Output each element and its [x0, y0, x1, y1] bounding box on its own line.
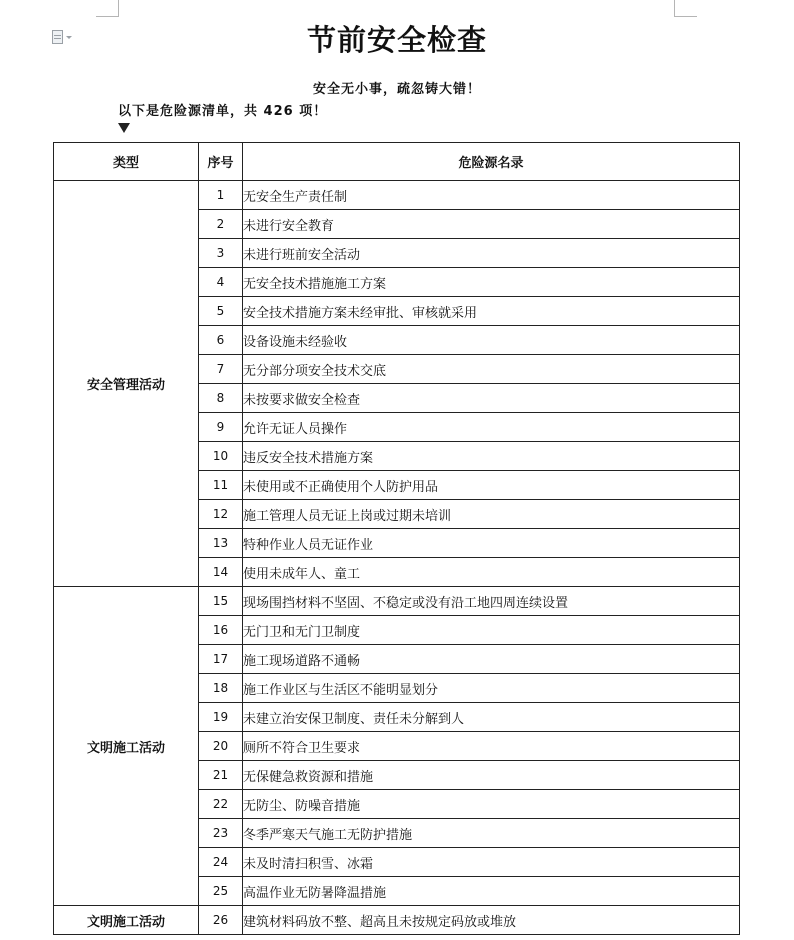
number-cell: 13 — [199, 529, 243, 558]
hazard-name-cell: 冬季严寒天气施工无防护措施 — [243, 819, 740, 848]
number-cell: 18 — [199, 674, 243, 703]
number-cell: 14 — [199, 558, 243, 587]
hazard-name-cell: 厕所不符合卫生要求 — [243, 732, 740, 761]
hazard-name-cell: 施工作业区与生活区不能明显划分 — [243, 674, 740, 703]
hazard-name-cell: 违反安全技术措施方案 — [243, 442, 740, 471]
hazard-name-cell: 高温作业无防暑降温措施 — [243, 877, 740, 906]
table-row — [54, 181, 740, 210]
category-cell: 安全管理活动 — [54, 181, 199, 587]
hazard-name-cell: 无防尘、防噪音措施 — [243, 790, 740, 819]
hazard-name-cell: 施工现场道路不通畅 — [243, 645, 740, 674]
hazard-name-cell: 未及时清扫积雪、冰霜 — [243, 848, 740, 877]
number-cell: 25 — [199, 877, 243, 906]
number-cell: 1 — [199, 181, 243, 210]
header-number: 序号 — [199, 143, 243, 181]
intro-text: 以下是危险源清单，共 426 项！ — [118, 104, 328, 119]
hazard-name-cell: 施工管理人员无证上岗或过期未培训 — [243, 500, 740, 529]
document-title: 节前安全检查 — [306, 23, 487, 57]
number-cell: 11 — [199, 471, 243, 500]
hazard-name-cell: 未进行班前安全活动 — [243, 239, 740, 268]
number-cell: 4 — [199, 268, 243, 297]
hazard-name-cell: 建筑材料码放不整、超高且未按规定码放或堆放 — [243, 906, 740, 935]
hazard-name-cell: 设备设施未经验收 — [243, 326, 740, 355]
hazard-name-cell: 无分部分项安全技术交底 — [243, 355, 740, 384]
number-cell: 6 — [199, 326, 243, 355]
hazard-name-cell: 允许无证人员操作 — [243, 413, 740, 442]
hazard-name-cell: 无门卫和无门卫制度 — [243, 616, 740, 645]
number-cell: 5 — [199, 297, 243, 326]
number-cell: 7 — [199, 355, 243, 384]
document-subtitle: 安全无小事，疏忽铸大错！ — [312, 82, 481, 97]
table-header-row — [54, 143, 740, 181]
category-cell: 文明施工活动 — [54, 906, 199, 935]
table-row — [54, 587, 740, 616]
table-row — [54, 906, 740, 935]
page-corner-mark-right — [674, 0, 697, 17]
header-type: 类型 — [54, 143, 199, 181]
number-cell: 23 — [199, 819, 243, 848]
number-cell: 9 — [199, 413, 243, 442]
number-cell: 19 — [199, 703, 243, 732]
hazard-name-cell: 无安全生产责任制 — [243, 181, 740, 210]
number-cell: 12 — [199, 500, 243, 529]
number-cell: 21 — [199, 761, 243, 790]
number-cell: 8 — [199, 384, 243, 413]
number-cell: 3 — [199, 239, 243, 268]
page-corner-mark-left — [96, 0, 119, 17]
number-cell: 20 — [199, 732, 243, 761]
hazard-name-cell: 未使用或不正确使用个人防护用品 — [243, 471, 740, 500]
hazard-name-cell: 未按要求做安全检查 — [243, 384, 740, 413]
header-name: 危险源名录 — [243, 143, 740, 181]
number-cell: 2 — [199, 210, 243, 239]
number-cell: 10 — [199, 442, 243, 471]
hazard-name-cell: 安全技术措施方案未经审批、审核就采用 — [243, 297, 740, 326]
number-cell: 16 — [199, 616, 243, 645]
hazard-table — [53, 142, 740, 935]
category-cell: 文明施工活动 — [54, 587, 199, 906]
number-cell: 15 — [199, 587, 243, 616]
down-triangle-icon — [118, 123, 130, 133]
hazard-name-cell: 使用未成年人、童工 — [243, 558, 740, 587]
table-body — [54, 181, 740, 935]
number-cell: 26 — [199, 906, 243, 935]
number-cell: 17 — [199, 645, 243, 674]
number-cell: 22 — [199, 790, 243, 819]
hazard-name-cell: 未进行安全教育 — [243, 210, 740, 239]
hazard-name-cell: 未建立治安保卫制度、责任未分解到人 — [243, 703, 740, 732]
hazard-name-cell: 无保健急救资源和措施 — [243, 761, 740, 790]
hazard-name-cell: 无安全技术措施施工方案 — [243, 268, 740, 297]
number-cell: 24 — [199, 848, 243, 877]
hazard-name-cell: 现场围挡材料不坚固、不稳定或没有沿工地四周连续设置 — [243, 587, 740, 616]
hazard-name-cell: 特种作业人员无证作业 — [243, 529, 740, 558]
